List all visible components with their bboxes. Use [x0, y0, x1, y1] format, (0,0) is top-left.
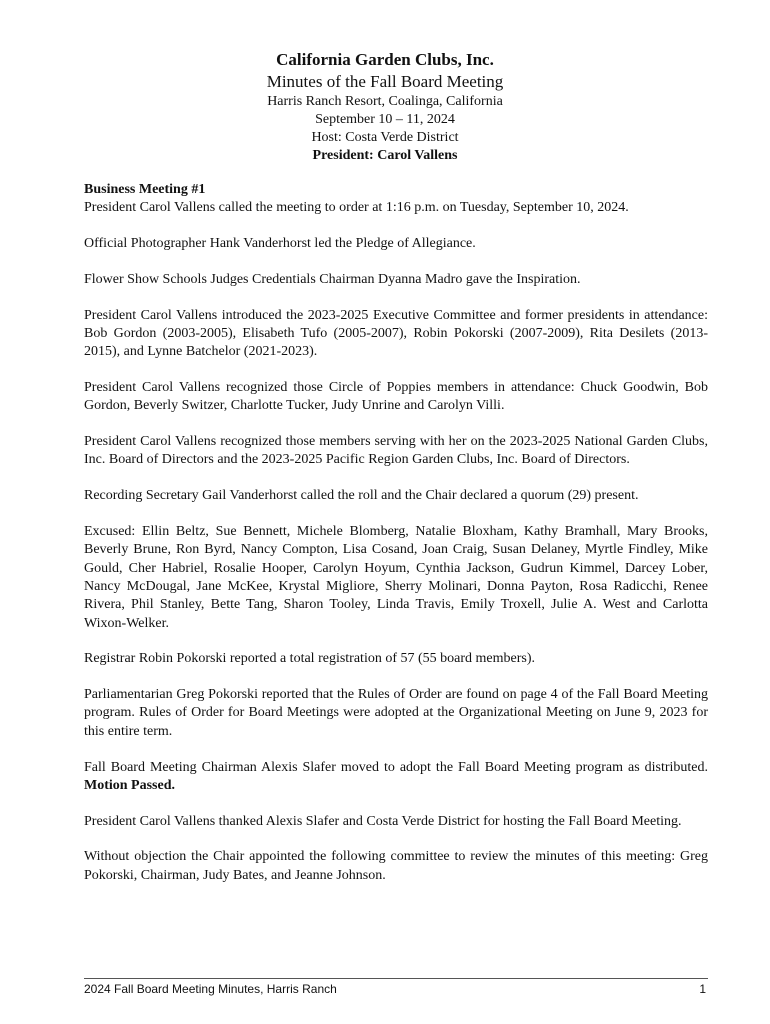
- meeting-host: Host: Costa Verde District: [311, 130, 459, 145]
- meeting-president: President: Carol Vallens: [312, 148, 458, 163]
- paragraph-national-board: President Carol Vallens recognized those members serving with her on the 2023-2025 National Garden Clubs, Inc. Board of Directors and the 2023-2025 Pacific Region Garden Clubs, Inc. Board of Directors.: [84, 434, 708, 468]
- paragraph-roll-call: Recording Secretary Gail Vanderhorst called the roll and the Chair declared a quorum (29) present.: [84, 488, 639, 504]
- paragraph-call-to-order: President Carol Vallens called the meeting to order at 1:16 p.m. on Tuesday, September 10, 2024.: [84, 200, 629, 216]
- motion-result: Motion Passed.: [84, 777, 175, 793]
- paragraph-minutes-committee: Without objection the Chair appointed the following committee to review the minutes of this meeting: Greg Pokorski, Chairman, Judy Bates, and Jeanne Johnson.: [84, 849, 708, 883]
- section-heading: Business Meeting #1: [84, 182, 206, 197]
- paragraph-program-motion: [84, 759, 708, 796]
- paragraph-pledge: Official Photographer Hank Vanderhorst led the Pledge of Allegiance.: [84, 236, 476, 252]
- footer-divider: [84, 978, 708, 979]
- paragraph-inspiration: Flower Show Schools Judges Credentials Chairman Dyanna Madro gave the Inspiration.: [84, 271, 581, 287]
- document-subtitle: Minutes of the Fall Board Meeting: [266, 72, 504, 91]
- paragraph-thanks: President Carol Vallens thanked Alexis Slafer and Costa Verde District for hosting the Fall Board Meeting.: [84, 813, 682, 829]
- paragraph-excused: Excused: Ellin Beltz, Sue Bennett, Michele Blomberg, Natalie Bloxham, Kathy Bramhall, Mary Brooks, Beverly Brune, Ron Byrd, Nancy Compton, Lisa Cosand, Joan Craig, Susan Delaney, Myrtle Findley, Mike Gould, Cher Habriel, Rosalie Hooper, Carolyn Hoyum, Cynthia Jackson, Gudrun Kimmel, Darcey Lober, Nancy McDougal, Jane McKee, Krystal Migliore, Sherry Molinari, Donna Payton, Rosa Radicchi, Renee Rivera, Phil Stanley, Bette Tang, Sharon Tooley, Linda Travis, Emily Troxell, Julie A. West and Carlotta Wixon-Welker.: [84, 524, 708, 631]
- minutes-body: [84, 181, 708, 903]
- motion-text: Fall Board Meeting Chairman Alexis Slafer moved to adopt the Fall Board Meeting program as distributed.: [84, 759, 708, 775]
- organization-title: California Garden Clubs, Inc.: [276, 50, 494, 69]
- paragraph-registration: Registrar Robin Pokorski reported a total registration of 57 (55 board members).: [84, 651, 536, 667]
- paragraph-executive-committee: President Carol Vallens introduced the 2023-2025 Executive Committee and former presidents in attendance: Bob Gordon (2003-2005), Elisabeth Tufo (2005-2007), Robin Pokorski (2007-2009), Rita Desilets (2013-2015), and Lynne Batchelor (2021-2023).: [84, 307, 708, 360]
- page-footer: [84, 982, 708, 996]
- document-header: [0, 48, 770, 165]
- page-number: 1: [699, 982, 706, 996]
- footer-title: 2024 Fall Board Meeting Minutes, Harris Ranch: [84, 982, 337, 996]
- meeting-dates: September 10 – 11, 2024: [315, 112, 455, 127]
- paragraph-rules-of-order: Parliamentarian Greg Pokorski reported that the Rules of Order are found on page 4 of the Fall Board Meeting program. Rules of Order for Board Meetings were adopted at the Organizational Meeting on June 9, 2023 for this entire term.: [84, 687, 708, 739]
- meeting-location: Harris Ranch Resort, Coalinga, California: [267, 94, 503, 109]
- paragraph-circle-of-poppies: President Carol Vallens recognized those Circle of Poppies members in attendance: Chuck Goodwin, Bob Gordon, Beverly Switzer, Charlotte Tucker, Judy Unrine and Carolyn Villi.: [84, 380, 708, 414]
